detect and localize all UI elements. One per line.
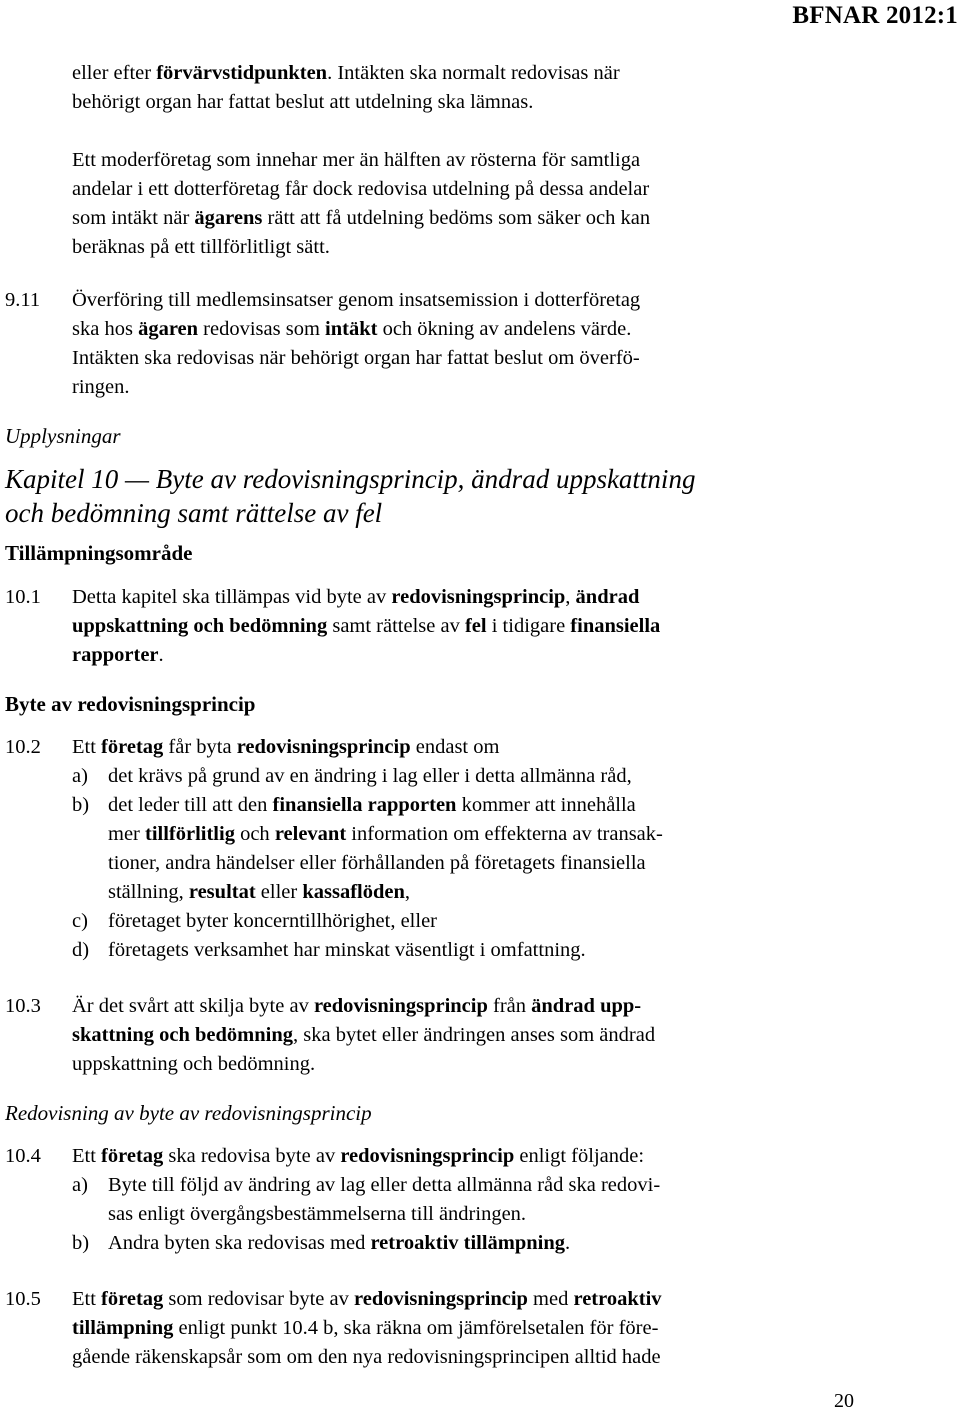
list-item-label: a)	[72, 1174, 88, 1196]
paragraph-line: andelar i ett dotterföretag får dock redovisa utdelning på dessa andelar	[72, 178, 650, 200]
list-item-line: ställning, resultat eller kassaflöden,	[108, 881, 410, 903]
list-item-label: a)	[72, 765, 88, 787]
paragraph-line: ringen.	[72, 376, 130, 398]
paragraph-number: 10.2	[5, 736, 41, 758]
list-item-label: b)	[72, 794, 90, 816]
paragraph-line: skattning och bedömning, ska bytet eller ändringen anses som ändrad	[72, 1024, 656, 1046]
paragraph-line: rapporter.	[72, 644, 164, 666]
page-number: 20	[834, 1390, 854, 1412]
paragraph-number: 10.3	[5, 995, 41, 1017]
paragraph-line: Intäkten ska redovisas när behörigt organ har fattat beslut om överfö-	[72, 347, 640, 369]
paragraph-line: Detta kapitel ska tillämpas vid byte av redovisningsprincip, ändrad	[72, 586, 640, 608]
paragraph-line: Ett moderföretag som innehar mer än hälften av rösterna för samtliga	[72, 149, 641, 171]
list-item-label: c)	[72, 910, 88, 932]
paragraph-line: eller efter förvärvstidpunkten. Intäkten ska normalt redovisas när	[72, 62, 620, 84]
list-item-line: det leder till att den finansiella rapporten kommer att innehålla	[108, 794, 636, 816]
paragraph-line: uppskattning och bedömning samt rättelse av fel i tidigare finansiella	[72, 615, 661, 637]
list-item-line: företagets verksamhet har minskat väsentligt i omfattning.	[108, 939, 586, 961]
paragraph-line: uppskattning och bedömning.	[72, 1053, 316, 1075]
section-heading-tillampning: Tillämpningsområde	[5, 541, 193, 565]
list-item-line: Byte till följd av ändring av lag eller detta allmänna råd ska redovi-	[108, 1174, 661, 1196]
document-code: BFNAR 2012:1	[792, 2, 958, 29]
paragraph-number: 10.1	[5, 586, 41, 608]
paragraph-line: Ett företag ska redovisa byte av redovisningsprincip enligt följande:	[72, 1145, 645, 1167]
section-heading-byte: Byte av redovisningsprincip	[5, 692, 256, 716]
list-item-line: tioner, andra händelser eller förhållanden på företagets finansiella	[108, 852, 646, 874]
paragraph-line: gående räkenskapsår som om den nya redovisningsprincipen alltid hade	[72, 1346, 661, 1368]
paragraph-line: Ett företag får byta redovisningsprincip endast om	[72, 736, 500, 758]
paragraph-number: 10.4	[5, 1145, 41, 1167]
list-item-line: det krävs på grund av en ändring i lag eller i detta allmänna råd,	[108, 765, 632, 787]
paragraph-line: ska hos ägaren redovisas som intäkt och ökning av andelens värde.	[72, 318, 632, 340]
section-heading-redovisning: Redovisning av byte av redovisningsprincip	[5, 1101, 372, 1125]
section-heading-upplysningar: Upplysningar	[5, 424, 121, 448]
paragraph-number: 9.11	[5, 289, 41, 311]
list-item-label: d)	[72, 939, 90, 961]
list-item-line: Andra byten ska redovisas med retroaktiv tillämpning.	[108, 1232, 571, 1254]
list-item-line: sas enligt övergångsbestämmelserna till ändringen.	[108, 1203, 527, 1225]
paragraph-line: Ett företag som redovisar byte av redovisningsprincip med retroaktiv	[72, 1288, 662, 1310]
list-item-label: b)	[72, 1232, 90, 1254]
chapter-heading: och bedömning samt rättelse av fel	[5, 498, 383, 528]
chapter-heading: Kapitel 10 — Byte av redovisningsprincip, ändrad uppskattning	[5, 464, 696, 494]
paragraph-line: behörigt organ har fattat beslut att utdelning ska lämnas.	[72, 91, 534, 113]
paragraph-line: tillämpning enligt punkt 10.4 b, ska räkna om jämförelsetalen för före-	[72, 1317, 659, 1339]
paragraph-line: Är det svårt att skilja byte av redovisningsprincip från ändrad upp-	[72, 995, 642, 1017]
paragraph-number: 10.5	[5, 1288, 41, 1310]
list-item-line: mer tillförlitlig och relevant information om effekterna av transak-	[108, 823, 663, 845]
list-item-line: företaget byter koncerntillhörighet, eller	[108, 910, 438, 932]
paragraph-line: Överföring till medlemsinsatser genom insatsemission i dotterföretag	[72, 289, 641, 311]
paragraph-line: som intäkt när ägarens rätt att få utdelning bedöms som säker och kan	[72, 207, 651, 229]
paragraph-line: beräknas på ett tillförlitligt sätt.	[72, 236, 330, 258]
